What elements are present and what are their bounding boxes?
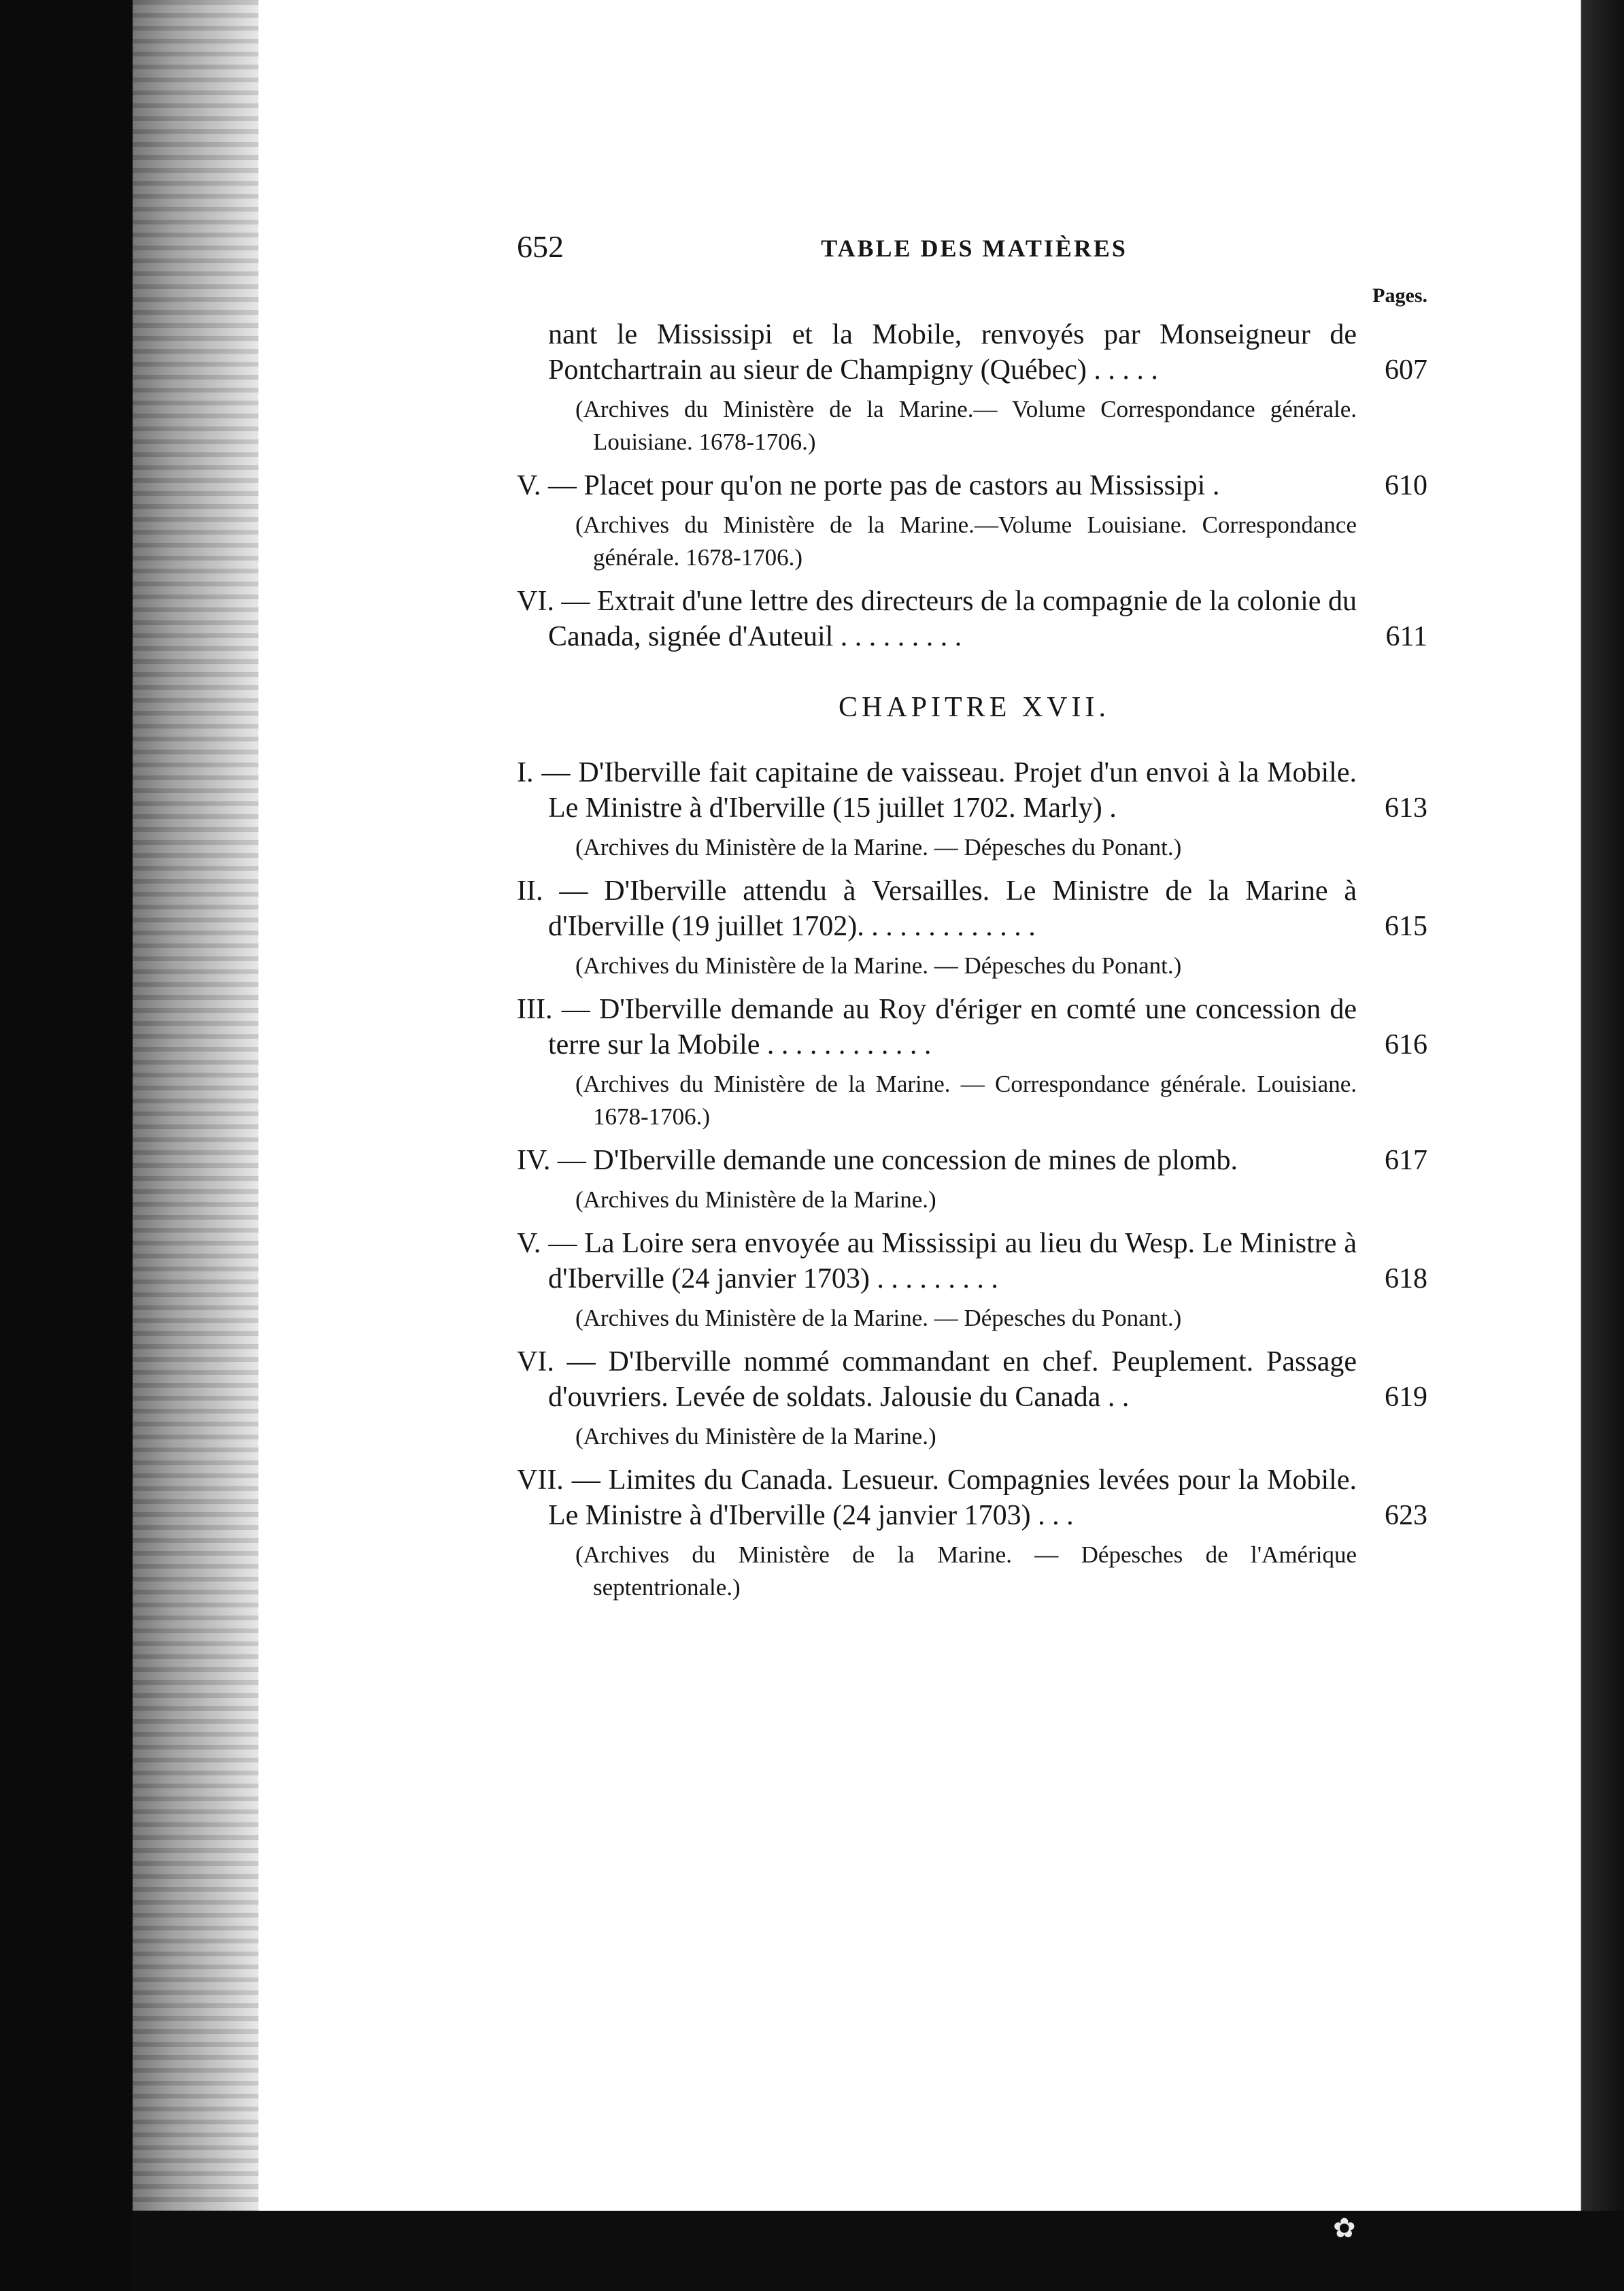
entry-text bbox=[517, 1462, 1432, 1533]
toc-entry bbox=[517, 468, 1432, 574]
toc-entry bbox=[517, 1143, 1432, 1216]
entry-source: (Archives du Ministère de la Marine.— Volume Correspondance générale. Louisiane. 1678-1706.) bbox=[575, 396, 1357, 455]
entry-title: VI. — Extrait d'une lettre des directeurs de la compagnie de la colonie du Canada, signée d'Auteuil . . . . . . . . . bbox=[517, 586, 1357, 652]
page-ref: 611 bbox=[1385, 621, 1427, 652]
entry-text bbox=[517, 873, 1432, 944]
entry-source: (Archives du Ministère de la Marine.) bbox=[575, 1186, 936, 1213]
page-ref: 610 bbox=[1385, 470, 1427, 501]
top-entries bbox=[517, 317, 1432, 654]
pages-column-label: Pages. bbox=[1372, 284, 1427, 307]
entry-title: VI. — D'Iberville nommé commandant en chef. Peuplement. Passage d'ouvriers. Levée de soldats. Jalousie du Canada . . bbox=[517, 1346, 1357, 1413]
page-number: 652 bbox=[517, 229, 564, 264]
page-ref: 619 bbox=[1385, 1382, 1427, 1413]
toc-entry bbox=[517, 317, 1432, 458]
book-spine-shadow bbox=[0, 0, 133, 2291]
entry-source: (Archives du Ministère de la Marine. — Dépesches du Ponant.) bbox=[575, 1305, 1182, 1331]
page-ref: 617 bbox=[1385, 1145, 1427, 1176]
running-title: TABLE DES MATIÈRES bbox=[821, 235, 1128, 262]
entry-text bbox=[517, 1226, 1432, 1297]
entry-text bbox=[517, 317, 1432, 388]
library-stamp-icon: ✿ bbox=[1333, 2213, 1356, 2243]
entry-title: II. — D'Iberville attendu à Versailles. Le Ministre de la Marine à d'Iberville (19 juillet 1702). . . . . . . . . . . . . bbox=[517, 875, 1357, 942]
entry-text bbox=[517, 468, 1432, 503]
page-header bbox=[517, 224, 1432, 279]
entry-title: nant le Mississipi et la Mobile, renvoyés par Monseigneur de Pontchartrain au sieur de Champigny (Québec) . . . . . bbox=[548, 319, 1357, 386]
entry-source: (Archives du Ministère de la Marine. — Correspondance générale. Louisiane. 1678-1706.) bbox=[575, 1071, 1357, 1130]
page-ref: 616 bbox=[1385, 1029, 1427, 1060]
entry-text bbox=[517, 992, 1432, 1063]
bottom-shadow bbox=[133, 2211, 1624, 2291]
entry-source: (Archives du Ministère de la Marine. — Dépesches du Ponant.) bbox=[575, 834, 1182, 860]
entry-text bbox=[517, 1344, 1432, 1415]
right-page-edge bbox=[1570, 0, 1624, 2211]
toc-entry bbox=[517, 1462, 1432, 1604]
entry-title: V. — Placet pour qu'on ne porte pas de castors au Mississipi . bbox=[517, 470, 1220, 501]
toc-entry bbox=[517, 755, 1432, 864]
entry-source: (Archives du Ministère de la Marine. — Dépesches du Ponant.) bbox=[575, 952, 1182, 979]
toc-entry bbox=[517, 1344, 1432, 1453]
entry-source: (Archives du Ministère de la Marine.) bbox=[575, 1423, 936, 1450]
entry-title: VII. — Limites du Canada. Lesueur. Compagnies levées pour la Mobile. Le Ministre à d'Iberville (24 janvier 1703) . . . bbox=[517, 1465, 1357, 1531]
entry-text bbox=[517, 1143, 1432, 1178]
toc-entry bbox=[517, 873, 1432, 982]
page-ref: 623 bbox=[1385, 1500, 1427, 1531]
page-ref: 615 bbox=[1385, 911, 1427, 942]
entry-source: (Archives du Ministère de la Marine.—Volume Louisiane. Correspondance générale. 1678-1706.) bbox=[575, 512, 1357, 571]
page-ref: 613 bbox=[1385, 792, 1427, 824]
entry-source: (Archives du Ministère de la Marine. — Dépesches de l'Amérique septentrionale.) bbox=[575, 1541, 1357, 1601]
page-stack-edge bbox=[133, 0, 258, 2211]
toc-entry bbox=[517, 992, 1432, 1133]
chapter-entries bbox=[517, 755, 1432, 1604]
entry-title: III. — D'Iberville demande au Roy d'ériger en comté une concession de terre sur la Mobile . . . . . . . . . . . . bbox=[517, 994, 1357, 1060]
chapter-heading: CHAPITRE XVII. bbox=[839, 692, 1110, 723]
entry-title: V. — La Loire sera envoyée au Mississipi au lieu du Wesp. Le Ministre à d'Iberville (24 janvier 1703) . . . . . . . . . bbox=[517, 1228, 1357, 1294]
entry-title: IV. — D'Iberville demande une concession de mines de plomb. bbox=[517, 1145, 1238, 1176]
entry-text bbox=[517, 755, 1432, 826]
page-ref: 618 bbox=[1385, 1263, 1427, 1294]
entry-title: I. — D'Iberville fait capitaine de vaisseau. Projet d'un envoi à la Mobile. Le Ministre à d'Iberville (15 juillet 1702. Marly) . bbox=[517, 757, 1357, 824]
page-ref: 607 bbox=[1385, 354, 1427, 386]
book-page bbox=[517, 224, 1432, 1604]
toc-entry bbox=[517, 1226, 1432, 1335]
toc-entry bbox=[517, 584, 1432, 654]
entry-text bbox=[517, 584, 1432, 654]
